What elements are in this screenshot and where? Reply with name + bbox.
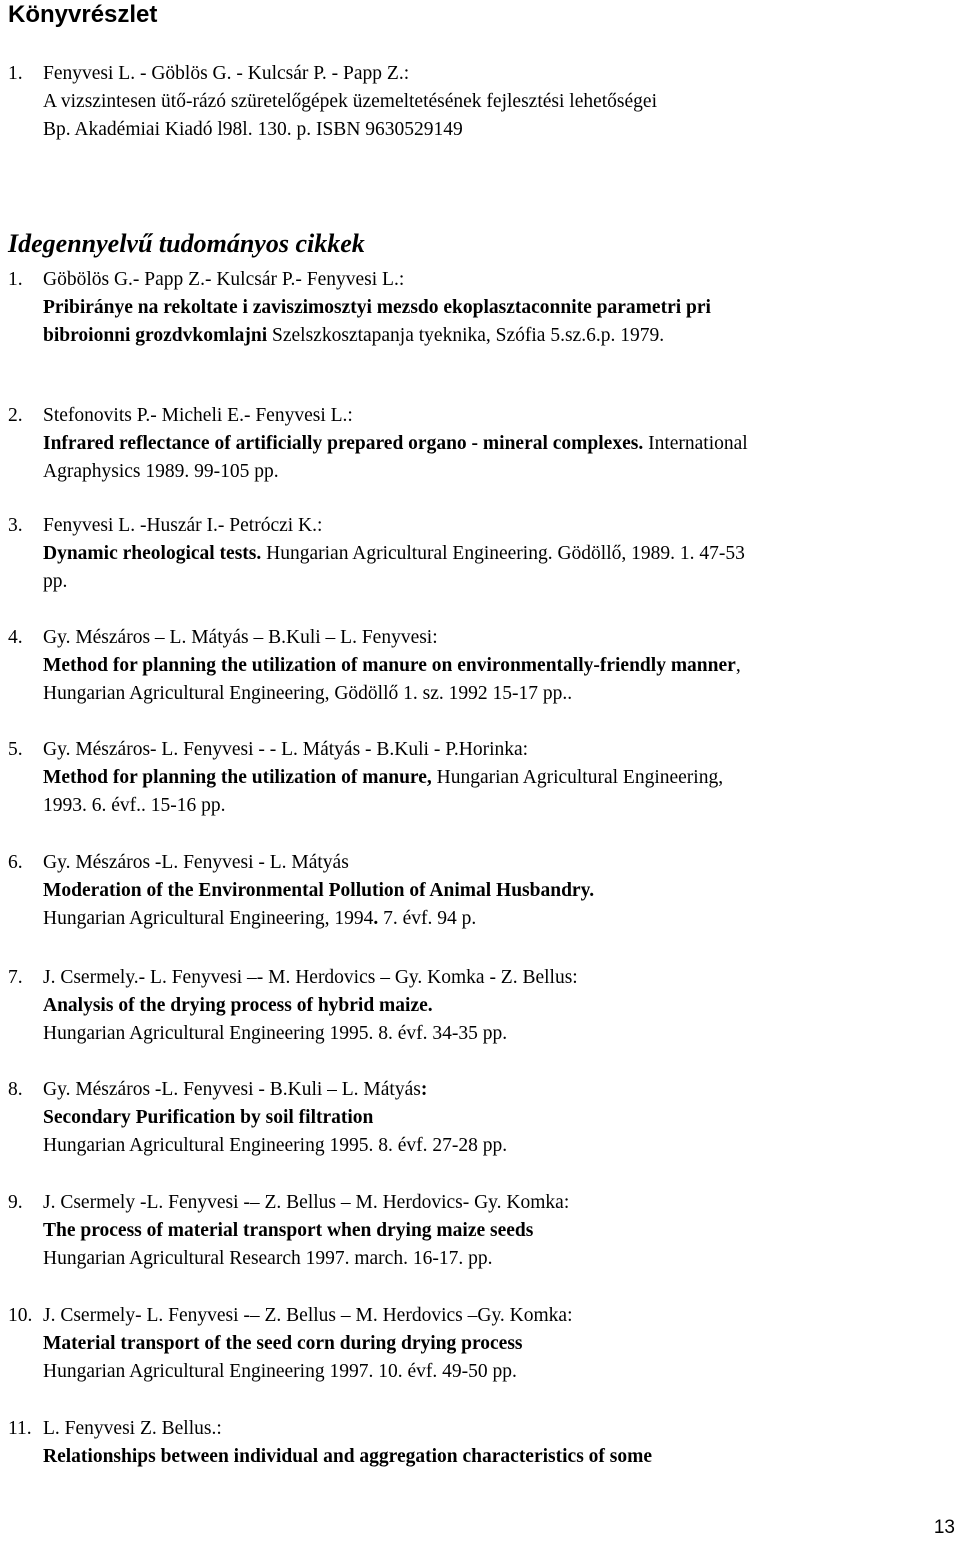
entry-source: Hungarian Agricultural Engineering, Gödöllő 1. sz. 1992 15-17 pp..	[43, 683, 573, 704]
entry-title: Analysis of the drying process of hybrid maize.	[43, 995, 433, 1016]
entry-authors-colon: :	[420, 1079, 428, 1100]
entry-punctuation: ,	[735, 655, 741, 676]
article-entry	[8, 1189, 960, 1273]
entry-authors: Gy. Mészáros- L. Fenyvesi - - L. Mátyás - B.Kuli - P.Horinka:	[43, 739, 529, 760]
article-entry	[8, 512, 960, 596]
entry-number: 9.	[8, 1192, 23, 1213]
entry-authors: Gy. Mészáros – L. Mátyás – B.Kuli – L. Fenyvesi:	[43, 627, 438, 648]
entry-number: 8.	[8, 1079, 23, 1100]
article-entry	[8, 266, 960, 350]
entry-title: The process of material transport when drying maize seeds	[43, 1220, 534, 1241]
entry-authors: Göbölös G.- Papp Z.- Kulcsár P.- Fenyvesi L.:	[43, 269, 405, 290]
article-entry	[8, 736, 960, 820]
entry-source: Szelszkosztapanja tyeknika, Szófia 5.sz.6.p. 1979.	[267, 325, 665, 346]
article-entry	[8, 402, 960, 486]
entry-title: Secondary Purification by soil filtration	[43, 1107, 374, 1128]
entry-number: 6.	[8, 852, 23, 873]
article-entry	[8, 849, 960, 933]
entry-number: 7.	[8, 967, 23, 988]
book-chapter-entry	[8, 60, 960, 144]
entry-source: Hungarian Agricultural Engineering. Gödöllő, 1989. 1. 47-53	[261, 543, 745, 564]
entry-number: 11.	[8, 1418, 32, 1439]
entry-number: 4.	[8, 627, 23, 648]
entry-source-continued: Agraphysics 1989. 99-105 pp.	[43, 461, 279, 482]
section-heading-foreign-articles: Idegennyelvű tudományos cikkek	[8, 229, 365, 258]
entry-authors: J. Csermely.- L. Fenyvesi –- M. Herdovics – Gy. Komka - Z. Bellus:	[43, 967, 578, 988]
entry-source-bold: .	[373, 908, 379, 929]
article-entry	[8, 1415, 960, 1471]
entry-authors: Fenyvesi L. - Göblös G. - Kulcsár P. - Papp Z.:	[43, 63, 410, 84]
entry-source: Hungarian Agricultural Engineering,	[431, 767, 724, 788]
article-entry	[8, 964, 960, 1048]
entry-title: Method for planning the utilization of manure,	[43, 767, 432, 788]
entry-source: Hungarian Agricultural Engineering 1995. 8. évf. 34-35 pp.	[43, 1023, 508, 1044]
entry-source-continued: pp.	[43, 571, 68, 592]
entry-source-continued: 1993. 6. évf.. 15-16 pp.	[43, 795, 226, 816]
entry-title-continued: bibroionni grozdvkomlajni	[43, 325, 268, 346]
entry-source: Hungarian Agricultural Engineering, 1994	[43, 908, 374, 929]
entry-source-rest: 7. évf. 94 p.	[378, 908, 477, 929]
entry-source: Bp. Akadémiai Kiadó l98l. 130. p. ISBN 9630529149	[43, 119, 463, 140]
entry-title: Dynamic rheological tests.	[43, 543, 262, 564]
section-heading-book-chapter: Könyvrészlet	[8, 1, 158, 28]
entry-number: 2.	[8, 405, 23, 426]
entry-number: 10.	[8, 1305, 33, 1326]
entry-title: Method for planning the utilization of manure on environmentally-friendly manner	[43, 655, 736, 676]
entry-source: International	[643, 433, 748, 454]
entry-title: Pribiránye na rekoltate i zaviszimosztyi mezsdo ekoplasztaconnite parametri pri	[43, 297, 711, 318]
entry-title: Relationships between individual and aggregation characteristics of some	[43, 1446, 653, 1467]
entry-authors: Gy. Mészáros -L. Fenyvesi - L. Mátyás	[43, 852, 349, 873]
entry-number: 3.	[8, 515, 23, 536]
entry-authors: L. Fenyvesi Z. Bellus.:	[43, 1418, 222, 1439]
entry-title: A vizszintesen ütő-rázó szüretelőgépek üzemeltetésének fejlesztési lehetőségei	[43, 91, 657, 112]
entry-authors: Gy. Mészáros -L. Fenyvesi - B.Kuli – L. Mátyás	[43, 1079, 421, 1100]
article-entry	[8, 624, 960, 708]
article-entry	[8, 1302, 960, 1386]
entry-source: Hungarian Agricultural Engineering 1997. 10. évf. 49-50 pp.	[43, 1361, 517, 1382]
article-entry	[8, 1076, 960, 1160]
entry-source: Hungarian Agricultural Engineering 1995. 8. évf. 27-28 pp.	[43, 1135, 508, 1156]
entry-authors: J. Csermely- L. Fenyvesi -– Z. Bellus – M. Herdovics –Gy. Komka:	[43, 1305, 573, 1326]
entry-authors: Fenyvesi L. -Huszár I.- Petróczi K.:	[43, 515, 323, 536]
entry-number: 5.	[8, 739, 23, 760]
entry-source: Hungarian Agricultural Research 1997. march. 16-17. pp.	[43, 1248, 493, 1269]
entry-title: Infrared reflectance of artificially prepared organo - mineral complexes.	[43, 433, 644, 454]
entry-title: Material transport of the seed corn during drying process	[43, 1333, 523, 1354]
entry-authors: J. Csermely -L. Fenyvesi -– Z. Bellus – M. Herdovics- Gy. Komka:	[43, 1192, 570, 1213]
entry-title: Moderation of the Environmental Pollution of Animal Husbandry.	[43, 880, 595, 901]
entry-authors: Stefonovits P.- Micheli E.- Fenyvesi L.:	[43, 405, 353, 426]
page-number: 13	[933, 1517, 955, 1538]
entry-number: 1.	[8, 269, 23, 290]
entry-number: 1.	[8, 63, 23, 84]
